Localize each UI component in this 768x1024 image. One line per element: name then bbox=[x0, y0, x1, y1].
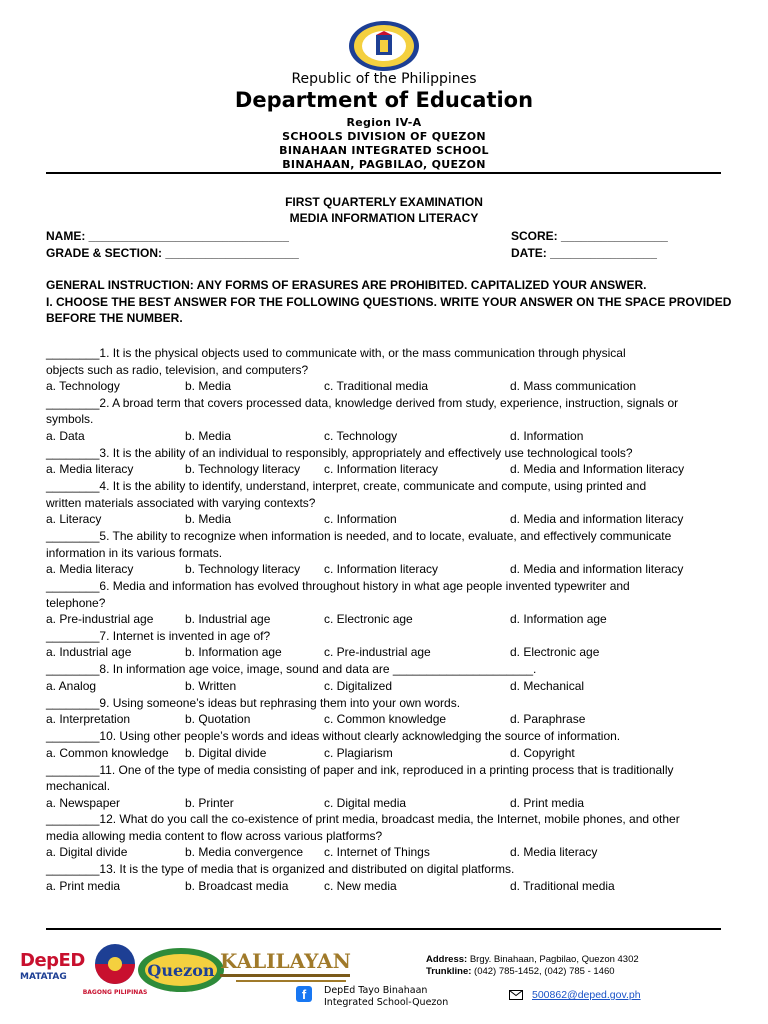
trunkline-value: (042) 785-1452, (042) 785 - 1460 bbox=[474, 966, 615, 977]
answer-option: a. Analog bbox=[46, 678, 97, 693]
answer-option: d. Mechanical bbox=[510, 678, 585, 693]
answer-option: b. Media bbox=[185, 428, 232, 443]
answer-option: b. Written bbox=[185, 678, 237, 693]
exam-subject: MEDIA INFORMATION LITERACY bbox=[289, 211, 479, 225]
answer-option: d. Media and information literacy bbox=[510, 562, 684, 577]
answer-option: d. Media and Information literacy bbox=[510, 462, 685, 477]
question-text[interactable]: ________12. What do you call the co-existence of print media, broadcast media, the Internet, mobile phones, and other bbox=[46, 812, 680, 827]
republic-heading: Republic of the Philippines bbox=[291, 71, 477, 87]
date-field[interactable]: DATE: ________________ bbox=[511, 246, 657, 260]
answer-option: d. Information bbox=[510, 428, 584, 443]
footer-divider bbox=[46, 928, 721, 930]
answer-options bbox=[46, 795, 731, 812]
question-text-continued: written materials associated with varying contexts? bbox=[46, 495, 316, 510]
answer-options bbox=[46, 428, 731, 445]
facebook-icon[interactable]: f bbox=[296, 986, 312, 1002]
answer-option: d. Copyright bbox=[510, 745, 575, 760]
answer-options bbox=[46, 561, 731, 578]
question-text[interactable]: ________5. The ability to recognize when information is needed, and to locate, evaluate, and effectively communicate bbox=[46, 529, 672, 544]
answer-option: b. Media bbox=[185, 379, 232, 393]
question-text-continued: symbols. bbox=[46, 412, 94, 427]
question-text[interactable]: ________2. A broad term that covers processed data, knowledge derived from study, experience, instruction, signals or bbox=[46, 395, 679, 410]
answer-option: a. Data bbox=[46, 428, 85, 443]
answer-option: a. Common knowledge bbox=[46, 745, 169, 760]
answer-option: b. Digital divide bbox=[185, 745, 267, 760]
deped-quezon-logo bbox=[136, 944, 226, 994]
answer-option: b. Printer bbox=[185, 795, 234, 810]
answer-option: b. Technology literacy bbox=[185, 562, 301, 577]
answer-option: c. Electronic age bbox=[324, 612, 413, 626]
question-text[interactable]: ________7. Internet is invented in age of? bbox=[46, 628, 271, 643]
answer-option: b. Broadcast media bbox=[185, 878, 289, 893]
footer-trunkline bbox=[426, 966, 615, 977]
question-item bbox=[46, 661, 731, 694]
answer-options bbox=[46, 511, 731, 528]
region-heading: Region IV-A bbox=[346, 116, 422, 129]
answer-option: c. Technology bbox=[324, 428, 398, 443]
deped-quezon-text: Quezon bbox=[147, 961, 215, 980]
answer-options bbox=[46, 461, 731, 478]
question-item bbox=[46, 445, 731, 478]
question-text-continued: objects such as radio, television, and computers? bbox=[46, 362, 309, 377]
deped-matatag-logo bbox=[18, 950, 85, 992]
answer-option: c. Digital media bbox=[324, 795, 407, 810]
question-text[interactable]: ________3. It is the ability of an individual to responsibly, appropriately and effectively use technological tools? bbox=[46, 445, 633, 460]
address-value: Brgy. Binahaan, Pagbilao, Quezon 4302 bbox=[469, 954, 639, 965]
email-link[interactable]: 500862@deped.gov.ph bbox=[532, 989, 641, 1001]
answer-options bbox=[46, 711, 731, 728]
facebook-line-1: DepEd Tayo Binahaan bbox=[324, 985, 428, 996]
answer-options bbox=[46, 611, 731, 628]
question-item bbox=[46, 861, 731, 894]
question-item bbox=[46, 478, 731, 528]
question-text-continued: media allowing media content to flow across various platforms? bbox=[46, 828, 383, 843]
question-text[interactable]: ________6. Media and information has evolved throughout history in what age people invented typewriter and bbox=[46, 579, 630, 593]
question-item bbox=[46, 345, 731, 395]
answer-option: d. Print media bbox=[510, 795, 585, 810]
address-label: Address: bbox=[426, 954, 468, 965]
answer-option: a. Media literacy bbox=[46, 462, 134, 477]
answer-option: c. Information literacy bbox=[324, 462, 439, 477]
answer-option: a. Literacy bbox=[46, 512, 102, 527]
answer-options bbox=[46, 844, 731, 861]
question-item bbox=[46, 811, 731, 861]
question-text[interactable]: ________1. It is the physical objects used to communicate with, or the mass communication through physical bbox=[46, 346, 626, 360]
name-field[interactable]: NAME: ______________________________ bbox=[46, 229, 289, 243]
deped-logo-text: DepED bbox=[20, 950, 85, 971]
question-item bbox=[46, 528, 731, 578]
question-item bbox=[46, 628, 731, 661]
question-text[interactable]: ________9. Using someone’s ideas but rephrasing them into your own words. bbox=[46, 695, 461, 710]
deped-seal-icon bbox=[347, 20, 421, 72]
answer-option: b. Industrial age bbox=[185, 612, 271, 626]
answer-option: a. Media literacy bbox=[46, 562, 134, 577]
question-text[interactable]: ________4. It is the ability to identify, understand, interpret, create, communicate and compute, using printed and bbox=[46, 479, 647, 494]
trunkline-label: Trunkline: bbox=[426, 966, 472, 977]
answer-option: b. Media convergence bbox=[185, 845, 304, 860]
answer-option: c. New media bbox=[324, 878, 397, 893]
facebook-line-2: Integrated School-Quezon bbox=[324, 997, 449, 1008]
answer-option: a. Industrial age bbox=[46, 645, 132, 660]
answer-options bbox=[46, 745, 731, 762]
part-one-instruction: I. CHOOSE THE BEST ANSWER FOR THE FOLLOWING QUESTIONS. WRITE YOUR ANSWER ON THE SPACE PROVIDED BEFORE THE NUMBER. bbox=[46, 295, 732, 325]
answer-option: c. Internet of Things bbox=[324, 845, 430, 860]
question-text[interactable]: ________11. One of the type of media consisting of paper and ink, reproduced in a printing process that is traditionally bbox=[46, 762, 674, 777]
answer-option: c. Common knowledge bbox=[324, 712, 447, 727]
department-heading: Department of Education bbox=[234, 88, 534, 112]
school-heading: BINAHAAN INTEGRATED SCHOOL bbox=[279, 144, 489, 157]
kalilayan-text: KALILAYAN bbox=[220, 949, 351, 973]
question-item bbox=[46, 695, 731, 728]
answer-option: d. Media and information literacy bbox=[510, 512, 684, 527]
answer-option: a. Pre-industrial age bbox=[46, 612, 154, 626]
answer-option: d. Information age bbox=[510, 612, 607, 626]
answer-option: d. Traditional media bbox=[510, 878, 615, 893]
answer-option: a. Interpretation bbox=[46, 712, 131, 727]
exam-title: FIRST QUARTERLY EXAMINATION bbox=[285, 195, 483, 209]
mail-icon bbox=[509, 990, 523, 1000]
answer-option: a. Digital divide bbox=[46, 845, 128, 860]
answer-option: a. Technology bbox=[46, 379, 120, 393]
question-text[interactable]: ________13. It is the type of media that is organized and distributed on digital platforms. bbox=[46, 862, 515, 877]
answer-options bbox=[46, 644, 731, 661]
answer-option: c. Pre-industrial age bbox=[324, 645, 431, 660]
grade-section-field[interactable]: GRADE & SECTION: ____________________ bbox=[46, 246, 299, 260]
answer-options bbox=[46, 378, 731, 395]
answer-option: b. Technology literacy bbox=[185, 462, 301, 477]
question-item bbox=[46, 395, 731, 445]
answer-option: c. Plagiarism bbox=[324, 745, 393, 760]
answer-option: b. Media bbox=[185, 512, 232, 527]
question-text[interactable]: ________10. Using other people’s words and ideas without clearly acknowledging the source of information. bbox=[46, 729, 621, 744]
answer-option: c. Digitalized bbox=[324, 678, 393, 693]
answer-option: c. Traditional media bbox=[324, 379, 429, 393]
school-address-heading: BINAHAAN, PAGBILAO, QUEZON bbox=[282, 158, 486, 171]
question-item bbox=[46, 578, 731, 628]
answer-option: d. Mass communication bbox=[510, 379, 637, 393]
answer-options bbox=[46, 678, 731, 695]
question-text-continued: information in its various formats. bbox=[46, 545, 223, 560]
answer-option: b. Quotation bbox=[185, 712, 251, 727]
question-item bbox=[46, 728, 731, 761]
matatag-logo-text: MATATAG bbox=[20, 972, 67, 982]
answer-option: d. Paraphrase bbox=[510, 712, 586, 727]
division-heading: SCHOOLS DIVISION OF QUEZON bbox=[282, 130, 486, 143]
answer-option: d. Media literacy bbox=[510, 845, 598, 860]
answer-option: b. Information age bbox=[185, 645, 282, 660]
answer-option: a. Print media bbox=[46, 878, 121, 893]
answer-option: c. Information bbox=[324, 512, 397, 527]
answer-options bbox=[46, 878, 731, 895]
bagong-pilipinas-text: BAGONG PILIPINAS bbox=[82, 989, 148, 996]
question-text-continued: mechanical. bbox=[46, 779, 111, 793]
general-instruction: GENERAL INSTRUCTION: ANY FORMS OF ERASURES ARE PROHIBITED. CAPITALIZED YOUR ANSWER. bbox=[46, 278, 647, 292]
answer-option: d. Electronic age bbox=[510, 645, 600, 660]
answer-option: c. Information literacy bbox=[324, 562, 439, 577]
answer-option: a. Newspaper bbox=[46, 795, 121, 810]
question-text[interactable]: ________8. In information age voice, image, sound and data are _____________________. bbox=[46, 662, 537, 677]
facebook-page-name[interactable] bbox=[324, 985, 448, 1009]
score-field[interactable]: SCORE: ________________ bbox=[511, 229, 668, 243]
footer-address bbox=[426, 954, 639, 965]
header-divider bbox=[46, 172, 721, 174]
question-text-continued: telephone? bbox=[46, 595, 106, 610]
question-item bbox=[46, 762, 731, 812]
